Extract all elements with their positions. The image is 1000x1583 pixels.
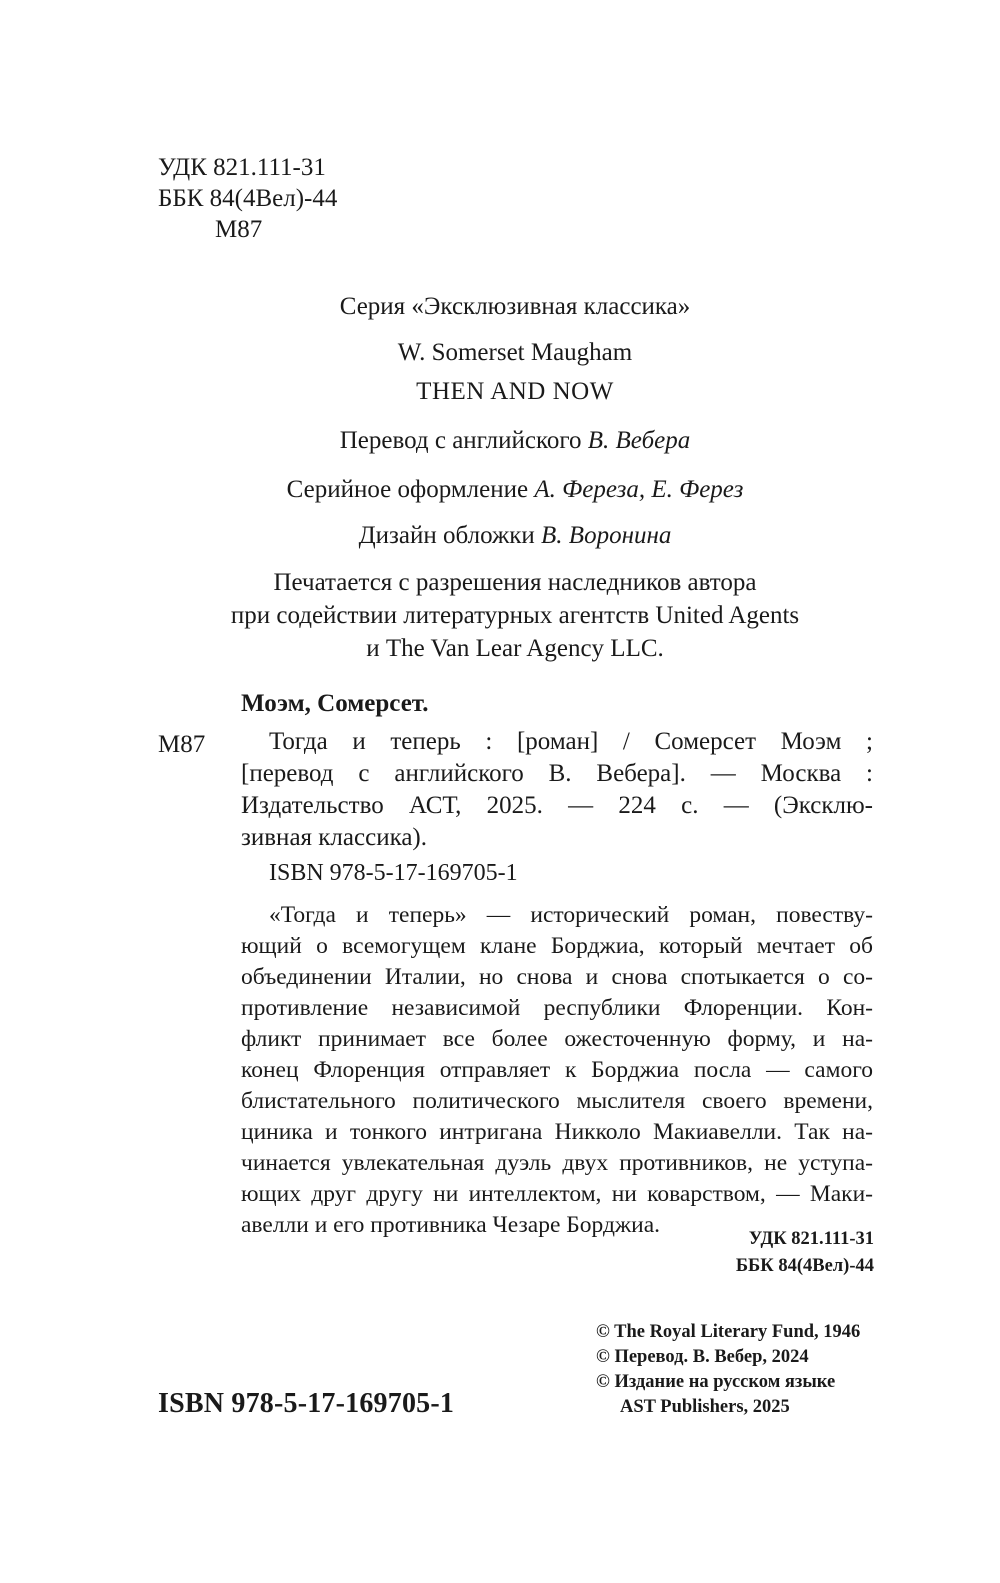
original-author: W. Somerset Maugham	[397, 339, 633, 366]
annotation	[241, 900, 873, 1241]
copyright-line-4: AST Publishers, 2025	[620, 1397, 790, 1417]
copyright-block	[596, 1320, 860, 1420]
annotation-line: конец Флоренция отправляет к Борджиа посла — самого	[241, 1057, 873, 1083]
biblio-description	[241, 726, 873, 854]
series-line: Серия «Эксклюзивная классика»	[339, 293, 691, 320]
biblio-line: зивная классика).	[241, 824, 428, 851]
permission-line-3: и The Van Lear Agency LLC.	[366, 635, 664, 662]
biblio-heading: Моэм, Сомерсет.	[241, 690, 429, 717]
cover-designer-name: В. Воронина	[541, 522, 672, 549]
translation-prefix: Перевод с английского	[339, 427, 582, 454]
annotation-line: ющий о всемогущем клане Борджиа, который мечтает об	[241, 933, 873, 959]
biblio-isbn: ISBN 978-5-17-169705-1	[269, 860, 518, 886]
annotation-line: чинается увлекательная дуэль двух противников, не уступа-	[241, 1150, 873, 1176]
copyright-line-2: © Перевод. В. Вебер, 2024	[596, 1347, 809, 1367]
annotation-line: авелли и его противника Чезаре Борджиа.	[241, 1212, 661, 1238]
cover-credit	[200, 519, 830, 552]
design-credit	[200, 473, 830, 506]
header-bbk: ББК 84(4Вел)-44	[158, 185, 338, 212]
footer-bbk: ББК 84(4Вел)-44	[735, 1256, 874, 1276]
copyright-line-1: © The Royal Literary Fund, 1946	[596, 1322, 861, 1342]
annotation-line: противление независимой республики Флоренции. Кон-	[241, 995, 873, 1021]
design-prefix: Серийное оформление	[286, 476, 529, 503]
permission-line-1: Печатается с разрешения наследников автора	[273, 569, 757, 596]
annotation-line: объединении Италии, но снова и снова спотыкается о со-	[241, 964, 873, 990]
permission-line-2: при содействии литературных агентств United Agents	[230, 602, 800, 629]
footer-udk: УДК 821.111-31	[748, 1229, 874, 1249]
header-udk: УДК 821.111-31	[158, 154, 326, 181]
footer-codes	[560, 1226, 874, 1280]
annotation-line: блистательного политического мыслителя своего времени,	[241, 1088, 873, 1114]
header-author-mark: М87	[215, 216, 263, 243]
annotation-line: «Тогда и теперь» — исторический роман, повеству-	[269, 902, 873, 928]
biblio-line: Издательство АСТ, 2025. — 224 с. — (Эксклю-	[241, 792, 873, 819]
original-title: THEN AND NOW	[416, 378, 614, 405]
biblio-line: Тогда и теперь : [роман] / Сомерсет Моэм ;	[269, 728, 873, 755]
copyright-line-3: © Издание на русском языке	[596, 1372, 836, 1392]
biblio-line: [перевод с английского В. Вебера]. — Москва :	[241, 760, 873, 787]
annotation-line: ющих друг другу ни интеллектом, ни коварством, — Маки-	[241, 1181, 873, 1207]
translation-credit	[200, 424, 830, 457]
annotation-line: циника и тонкого интригана Никколо Макиавелли. Так на-	[241, 1119, 873, 1145]
cover-prefix: Дизайн обложки	[358, 522, 535, 549]
translator-name: В. Вебера	[587, 427, 691, 454]
annotation-line: фликт принимает все более ожесточенную форму, и на-	[241, 1026, 873, 1052]
designer-names: А. Фереза, Е. Ферез	[534, 476, 744, 503]
biblio-side-mark: М87	[158, 731, 206, 758]
footer-isbn: ISBN 978-5-17-169705-1	[158, 1388, 455, 1419]
